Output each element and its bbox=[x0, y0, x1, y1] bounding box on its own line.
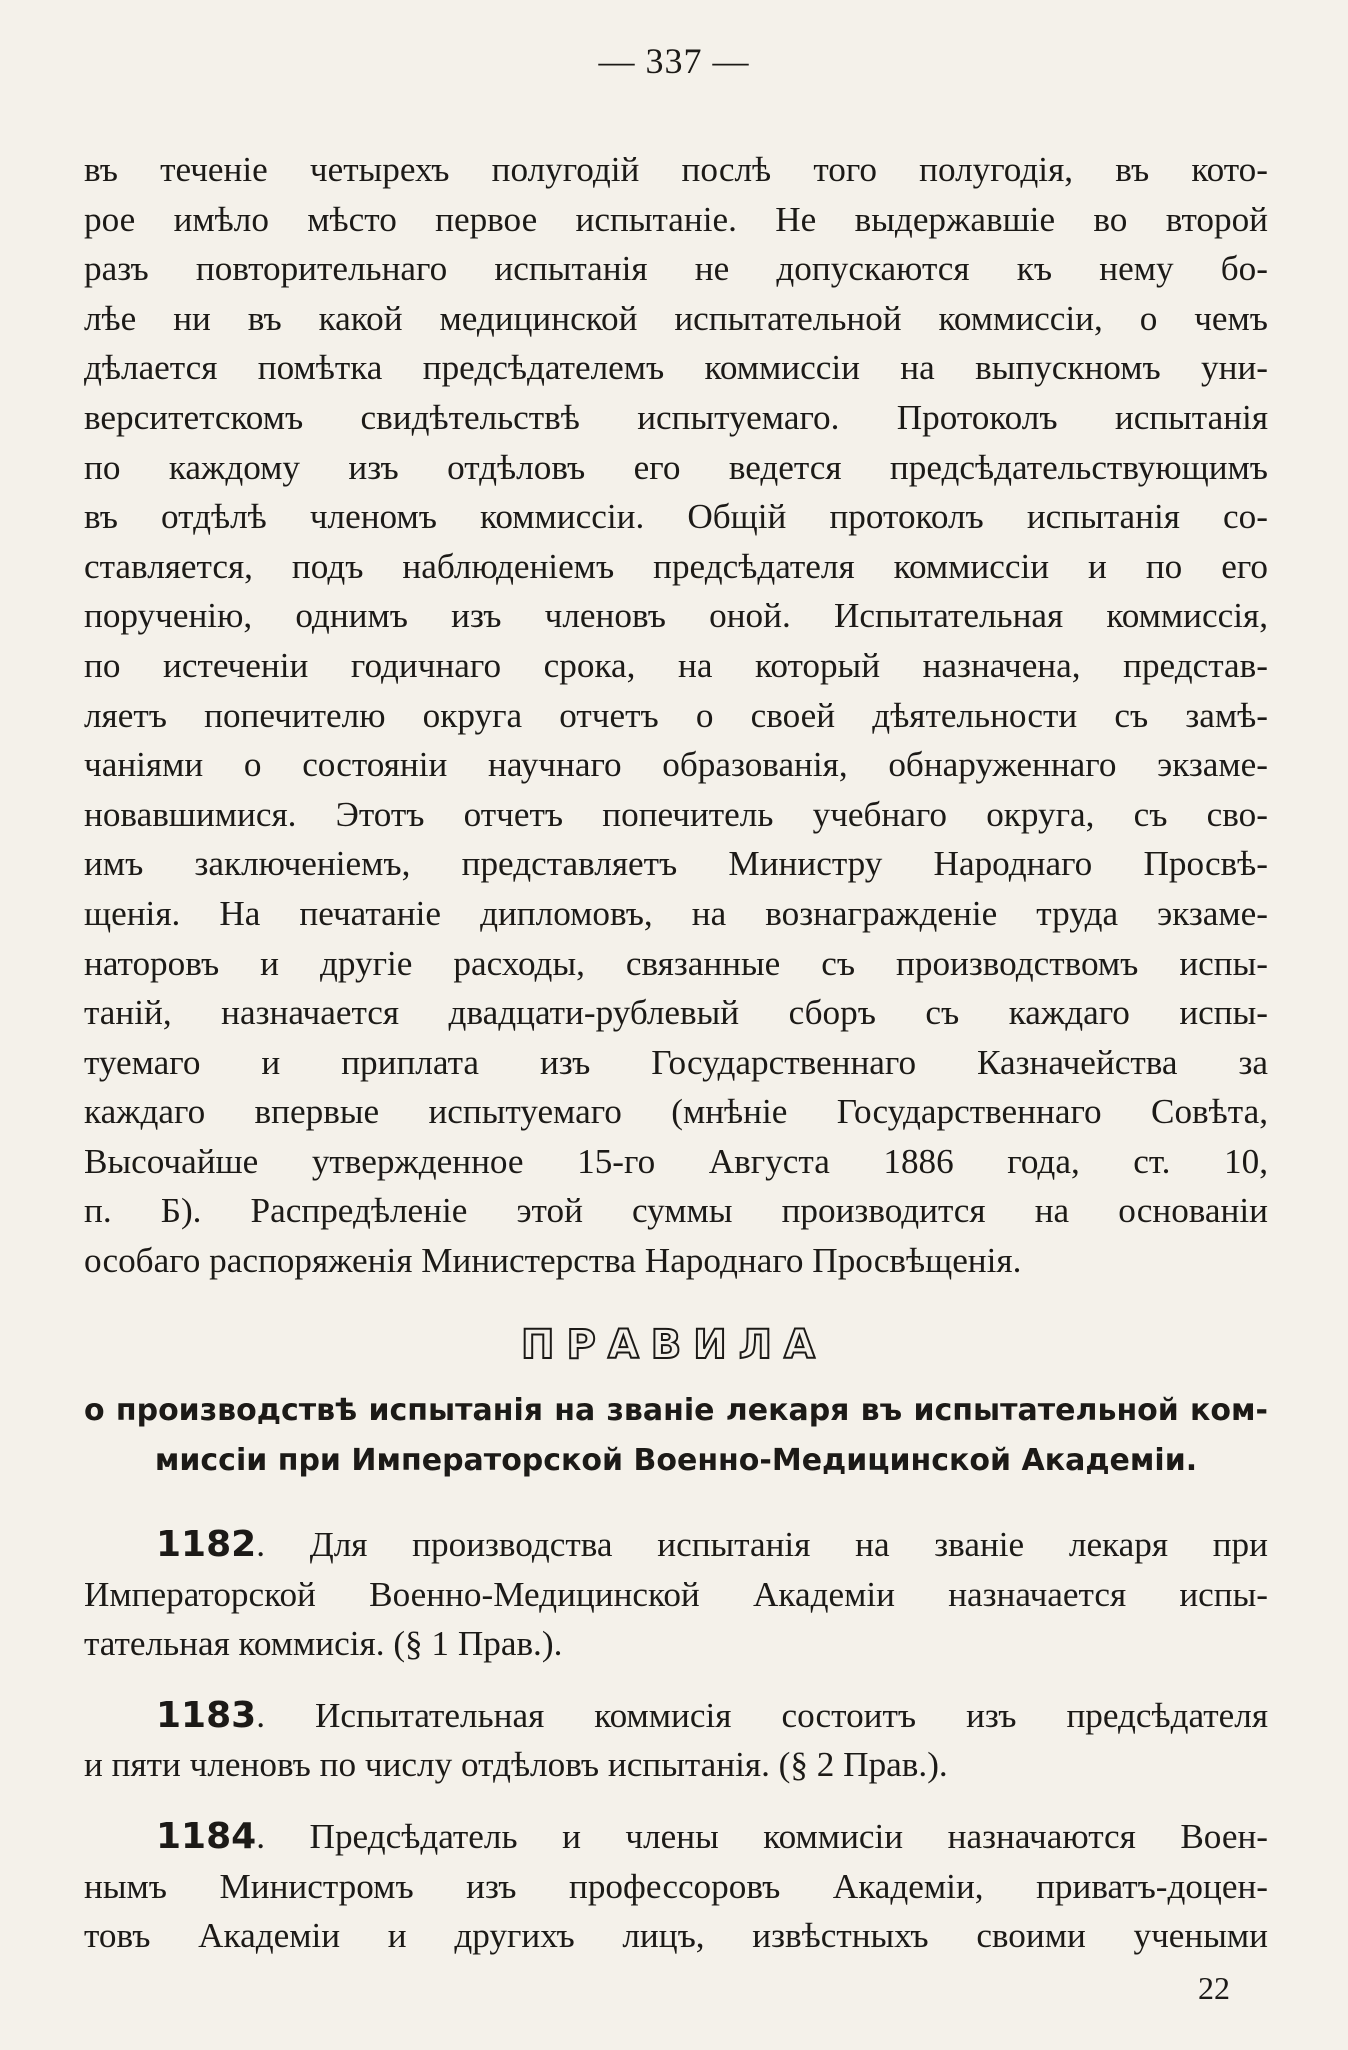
text-line: нымъ Министромъ изъ профессоровъ Академіи, приватъ-доцен- bbox=[84, 1866, 1268, 1906]
subheading-line: миссіи при Императорской Военно-Медицинской Академіи. bbox=[154, 1443, 1198, 1478]
text-line: рое имѣло мѣсто первое испытаніе. Не выдержавшіе во второй bbox=[84, 199, 1268, 239]
text-line: по каждому изъ отдѣловъ его ведется предсѣдательствующимъ bbox=[84, 447, 1268, 487]
article-number: 1183 bbox=[156, 1694, 257, 1736]
article-number: 1184 bbox=[156, 1815, 257, 1857]
article-number: 1182 bbox=[156, 1524, 257, 1565]
article-text: . Предсѣдатель и члены коммисіи назначаются Воен- bbox=[256, 1816, 1268, 1856]
text-line: ставляется, подъ наблюденіемъ предсѣдателя коммиссіи и по его bbox=[84, 546, 1268, 586]
text-line: тательная коммисія. (§ 1 Прав.). bbox=[84, 1624, 563, 1664]
text-line: п. Б). Распредѣленіе этой суммы производится на основаніи bbox=[84, 1191, 1268, 1231]
text-line: ляетъ попечителю округа отчетъ о своей дѣятельности съ замѣ- bbox=[84, 695, 1268, 735]
text-line: верситетскомъ свидѣтельствѣ испытуемаго. Протоколъ испытанія bbox=[84, 397, 1268, 437]
article-1183 bbox=[84, 1691, 1268, 1790]
text-line: особаго распоряженія Министерства Народнаго Просвѣщенія. bbox=[84, 1241, 1022, 1281]
text-line: по истеченіи годичнаго срока, на который назначена, представ- bbox=[84, 645, 1268, 685]
text-line: таній, назначается двадцати-рублевый сборъ съ каждаго испы- bbox=[84, 993, 1268, 1033]
text-line: въ теченіе четырехъ полугодій послѣ того полугодія, въ кото- bbox=[84, 150, 1268, 189]
article-1182 bbox=[84, 1520, 1268, 1669]
text-line: въ отдѣлѣ членомъ коммиссіи. Общій протоколъ испытанія со- bbox=[84, 497, 1268, 537]
text-line: Высочайше утвержденное 15-го Августа 1886 года, ст. 10, bbox=[84, 1141, 1268, 1181]
text-line: порученію, однимъ изъ членовъ оной. Испытательная коммиссія, bbox=[84, 596, 1268, 636]
text-line: лѣе ни въ какой медицинской испытательной коммиссіи, о чемъ bbox=[84, 298, 1268, 338]
article-1184 bbox=[84, 1812, 1268, 1961]
text-line: наторовъ и другіе расходы, связанные съ производствомъ испы- bbox=[84, 943, 1268, 983]
section-heading: ПРАВИЛА bbox=[521, 1322, 827, 1368]
text-line: щенія. На печатаніе дипломовъ, на вознагражденіе труда экзаме- bbox=[84, 893, 1268, 933]
section-subheading bbox=[84, 1386, 1268, 1486]
text-line: разъ повторительнаго испытанія не допускаются къ нему бо- bbox=[84, 249, 1268, 289]
text-line: чаніями о состояніи научнаго образованія, обнаруженнаго экзаме- bbox=[84, 745, 1268, 785]
body-text bbox=[84, 145, 1268, 1286]
article-text: . Для производства испытанія на званіе лекаря при bbox=[256, 1525, 1268, 1564]
subheading-line: о производствѣ испытанія на званіе лекаря въ испытательной ком- bbox=[84, 1393, 1268, 1428]
text-line: и пяти членовъ по числу отдѣловъ испытанія. (§ 2 Прав.). bbox=[84, 1745, 948, 1785]
signature-mark: 22 bbox=[1198, 1970, 1230, 2006]
article-first-line bbox=[84, 1520, 1268, 1570]
text-line: каждаго впервые испытуемаго (мнѣніе Государственнаго Совѣта, bbox=[84, 1092, 1268, 1132]
article-first-line bbox=[84, 1812, 1268, 1862]
text-line: дѣлается помѣтка предсѣдателемъ коммиссіи на выпускномъ уни- bbox=[84, 348, 1268, 388]
article-text: . Испытательная коммисія состоитъ изъ предсѣдателя bbox=[256, 1695, 1268, 1735]
page-number: — 337 — bbox=[598, 41, 750, 81]
articles bbox=[84, 1520, 1268, 1983]
text-line: товъ Академіи и другихъ лицъ, извѣстныхъ своими учеными bbox=[84, 1916, 1268, 1956]
text-line: туемаго и приплата изъ Государственнаго Казначейства за bbox=[84, 1042, 1268, 1082]
text-line: новавшимися. Этотъ отчетъ попечитель учебнаго округа, съ сво- bbox=[84, 794, 1268, 834]
text-line: Императорской Военно-Медицинской Академіи назначается испы- bbox=[84, 1574, 1268, 1614]
text-line: имъ заключеніемъ, представляетъ Министру Народнаго Просвѣ- bbox=[84, 844, 1268, 884]
article-first-line bbox=[84, 1691, 1268, 1741]
